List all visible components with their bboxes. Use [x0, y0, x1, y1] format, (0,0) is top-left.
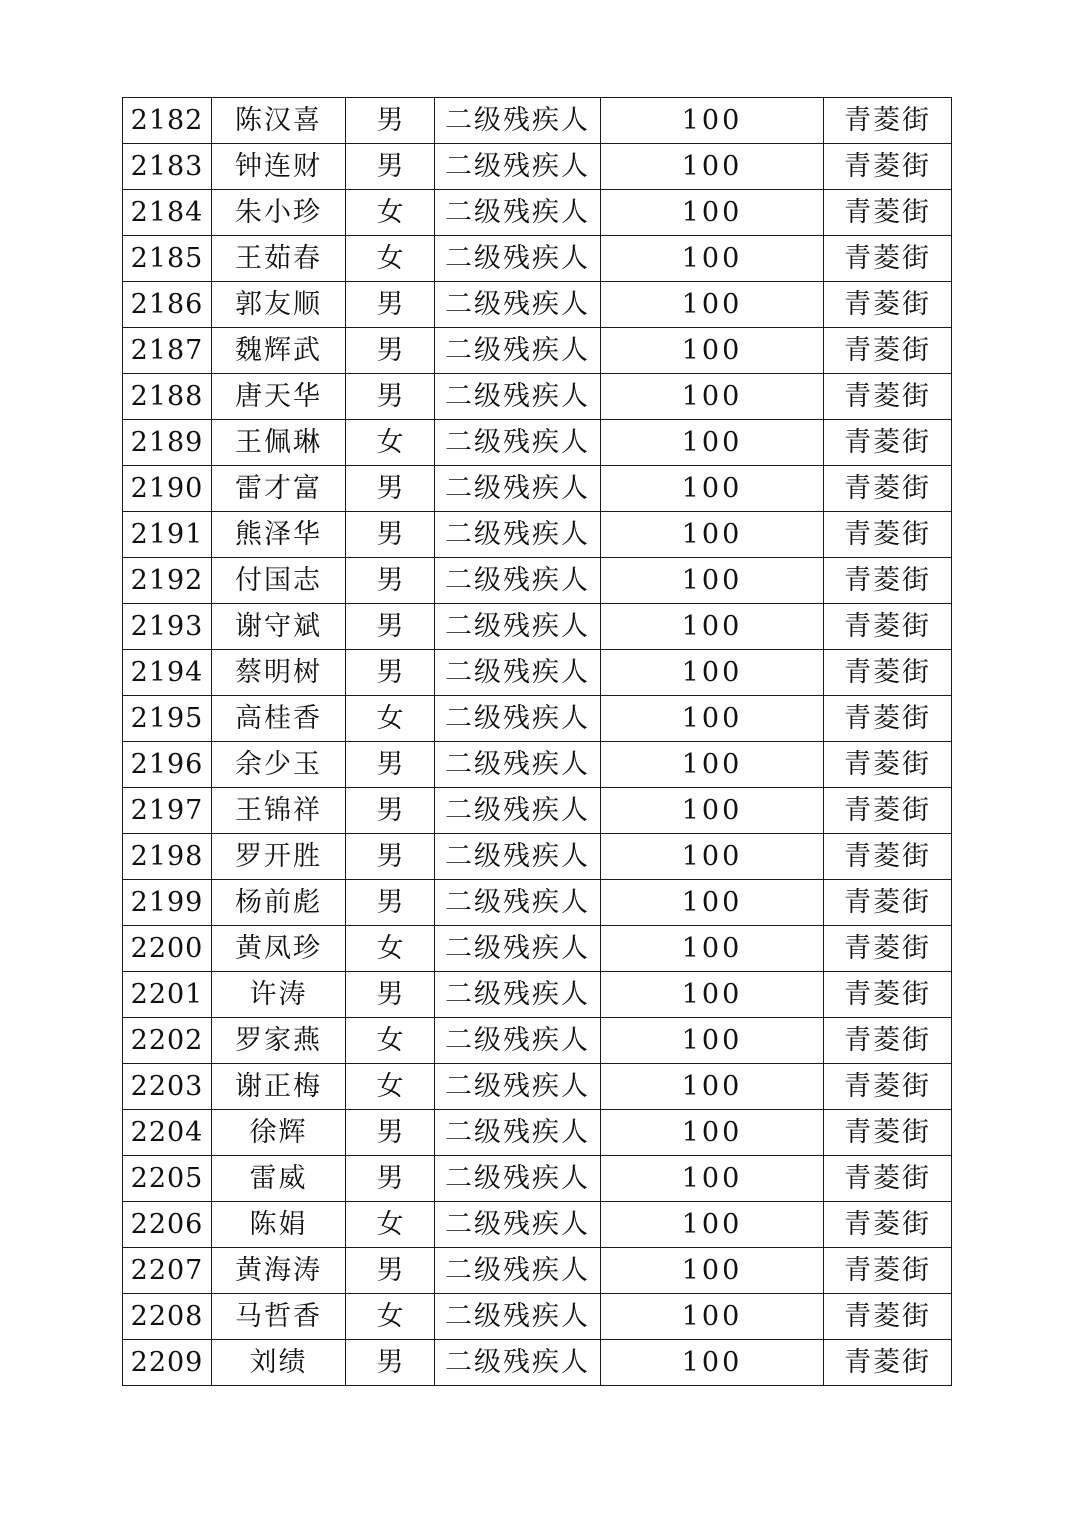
cell-category: 二级残疾人 [435, 512, 601, 558]
cell-gender: 男 [346, 972, 435, 1018]
table-row [123, 1064, 952, 1110]
cell-number: 2184 [123, 190, 212, 236]
cell-gender: 男 [346, 650, 435, 696]
cell-gender: 男 [346, 1110, 435, 1156]
cell-amount: 100 [601, 144, 824, 190]
cell-amount: 100 [601, 1110, 824, 1156]
cell-category: 二级残疾人 [435, 1202, 601, 1248]
cell-street: 青菱街 [824, 1156, 952, 1202]
cell-street: 青菱街 [824, 420, 952, 466]
cell-name: 陈汉喜 [212, 98, 346, 144]
cell-category: 二级残疾人 [435, 834, 601, 880]
cell-gender: 女 [346, 420, 435, 466]
cell-number: 2204 [123, 1110, 212, 1156]
table-row [123, 972, 952, 1018]
cell-category: 二级残疾人 [435, 236, 601, 282]
cell-amount: 100 [601, 98, 824, 144]
table-row [123, 1156, 952, 1202]
cell-gender: 女 [346, 1202, 435, 1248]
cell-amount: 100 [601, 190, 824, 236]
cell-street: 青菱街 [824, 282, 952, 328]
table-row [123, 328, 952, 374]
cell-number: 2194 [123, 650, 212, 696]
cell-street: 青菱街 [824, 604, 952, 650]
cell-category: 二级残疾人 [435, 696, 601, 742]
table-row [123, 834, 952, 880]
cell-amount: 100 [601, 834, 824, 880]
cell-amount: 100 [601, 558, 824, 604]
cell-gender: 男 [346, 328, 435, 374]
cell-amount: 100 [601, 236, 824, 282]
table-row [123, 926, 952, 972]
cell-amount: 100 [601, 742, 824, 788]
cell-name: 王茹春 [212, 236, 346, 282]
cell-street: 青菱街 [824, 742, 952, 788]
cell-category: 二级残疾人 [435, 926, 601, 972]
table-row [123, 742, 952, 788]
cell-gender: 女 [346, 190, 435, 236]
cell-gender: 男 [346, 466, 435, 512]
cell-category: 二级残疾人 [435, 880, 601, 926]
cell-name: 雷威 [212, 1156, 346, 1202]
table-row [123, 236, 952, 282]
cell-amount: 100 [601, 1202, 824, 1248]
cell-amount: 100 [601, 512, 824, 558]
cell-street: 青菱街 [824, 98, 952, 144]
cell-gender: 男 [346, 512, 435, 558]
cell-number: 2193 [123, 604, 212, 650]
cell-name: 熊泽华 [212, 512, 346, 558]
cell-number: 2198 [123, 834, 212, 880]
cell-name: 朱小珍 [212, 190, 346, 236]
cell-number: 2201 [123, 972, 212, 1018]
cell-street: 青菱街 [824, 1018, 952, 1064]
cell-gender: 男 [346, 1340, 435, 1386]
cell-number: 2187 [123, 328, 212, 374]
cell-category: 二级残疾人 [435, 466, 601, 512]
cell-name: 唐天华 [212, 374, 346, 420]
cell-street: 青菱街 [824, 1340, 952, 1386]
cell-gender: 男 [346, 880, 435, 926]
table-row [123, 880, 952, 926]
cell-gender: 男 [346, 558, 435, 604]
cell-gender: 男 [346, 834, 435, 880]
cell-street: 青菱街 [824, 236, 952, 282]
cell-number: 2195 [123, 696, 212, 742]
cell-amount: 100 [601, 328, 824, 374]
cell-category: 二级残疾人 [435, 190, 601, 236]
cell-gender: 男 [346, 1156, 435, 1202]
cell-number: 2203 [123, 1064, 212, 1110]
table-row [123, 420, 952, 466]
cell-name: 付国志 [212, 558, 346, 604]
cell-gender: 女 [346, 1294, 435, 1340]
cell-amount: 100 [601, 282, 824, 328]
cell-number: 2182 [123, 98, 212, 144]
cell-category: 二级残疾人 [435, 374, 601, 420]
cell-street: 青菱街 [824, 466, 952, 512]
cell-category: 二级残疾人 [435, 1340, 601, 1386]
cell-name: 王锦祥 [212, 788, 346, 834]
cell-number: 2192 [123, 558, 212, 604]
cell-gender: 女 [346, 1064, 435, 1110]
table-row [123, 1248, 952, 1294]
cell-name: 罗家燕 [212, 1018, 346, 1064]
cell-category: 二级残疾人 [435, 788, 601, 834]
cell-name: 高桂香 [212, 696, 346, 742]
cell-amount: 100 [601, 1294, 824, 1340]
cell-number: 2196 [123, 742, 212, 788]
cell-amount: 100 [601, 374, 824, 420]
cell-street: 青菱街 [824, 650, 952, 696]
table-row [123, 512, 952, 558]
cell-name: 黄凤珍 [212, 926, 346, 972]
table-row [123, 190, 952, 236]
cell-name: 许涛 [212, 972, 346, 1018]
cell-number: 2197 [123, 788, 212, 834]
cell-number: 2188 [123, 374, 212, 420]
cell-name: 余少玉 [212, 742, 346, 788]
cell-name: 杨前彪 [212, 880, 346, 926]
cell-gender: 男 [346, 788, 435, 834]
cell-number: 2202 [123, 1018, 212, 1064]
cell-category: 二级残疾人 [435, 1156, 601, 1202]
cell-number: 2209 [123, 1340, 212, 1386]
roster-table [122, 97, 952, 1386]
cell-name: 陈娟 [212, 1202, 346, 1248]
table-row [123, 374, 952, 420]
cell-amount: 100 [601, 926, 824, 972]
cell-gender: 男 [346, 98, 435, 144]
cell-amount: 100 [601, 466, 824, 512]
cell-name: 王佩琳 [212, 420, 346, 466]
cell-category: 二级残疾人 [435, 420, 601, 466]
cell-number: 2208 [123, 1294, 212, 1340]
cell-street: 青菱街 [824, 1110, 952, 1156]
cell-name: 雷才富 [212, 466, 346, 512]
cell-street: 青菱街 [824, 144, 952, 190]
cell-category: 二级残疾人 [435, 558, 601, 604]
cell-category: 二级残疾人 [435, 1294, 601, 1340]
cell-category: 二级残疾人 [435, 1110, 601, 1156]
cell-street: 青菱街 [824, 374, 952, 420]
cell-name: 徐辉 [212, 1110, 346, 1156]
cell-category: 二级残疾人 [435, 98, 601, 144]
cell-street: 青菱街 [824, 1202, 952, 1248]
roster-body [123, 98, 952, 1386]
cell-category: 二级残疾人 [435, 604, 601, 650]
cell-name: 刘绩 [212, 1340, 346, 1386]
cell-amount: 100 [601, 604, 824, 650]
table-row [123, 1340, 952, 1386]
cell-name: 魏辉武 [212, 328, 346, 374]
cell-name: 黄海涛 [212, 1248, 346, 1294]
cell-street: 青菱街 [824, 328, 952, 374]
cell-street: 青菱街 [824, 558, 952, 604]
cell-category: 二级残疾人 [435, 1248, 601, 1294]
cell-number: 2206 [123, 1202, 212, 1248]
cell-gender: 男 [346, 282, 435, 328]
cell-amount: 100 [601, 1156, 824, 1202]
cell-gender: 女 [346, 926, 435, 972]
cell-street: 青菱街 [824, 972, 952, 1018]
cell-number: 2190 [123, 466, 212, 512]
cell-number: 2205 [123, 1156, 212, 1202]
cell-amount: 100 [601, 788, 824, 834]
cell-category: 二级残疾人 [435, 1018, 601, 1064]
table-row [123, 558, 952, 604]
cell-street: 青菱街 [824, 788, 952, 834]
cell-amount: 100 [601, 1018, 824, 1064]
cell-street: 青菱街 [824, 512, 952, 558]
cell-number: 2186 [123, 282, 212, 328]
cell-category: 二级残疾人 [435, 972, 601, 1018]
cell-gender: 女 [346, 696, 435, 742]
table-row [123, 788, 952, 834]
cell-category: 二级残疾人 [435, 144, 601, 190]
cell-number: 2183 [123, 144, 212, 190]
table-row [123, 1202, 952, 1248]
cell-amount: 100 [601, 1064, 824, 1110]
cell-street: 青菱街 [824, 834, 952, 880]
cell-number: 2199 [123, 880, 212, 926]
cell-category: 二级残疾人 [435, 282, 601, 328]
cell-amount: 100 [601, 972, 824, 1018]
cell-name: 谢守斌 [212, 604, 346, 650]
cell-number: 2185 [123, 236, 212, 282]
cell-name: 罗开胜 [212, 834, 346, 880]
table-row [123, 1018, 952, 1064]
table-row [123, 282, 952, 328]
table-row [123, 1110, 952, 1156]
table-row [123, 696, 952, 742]
cell-street: 青菱街 [824, 926, 952, 972]
table-row [123, 650, 952, 696]
cell-category: 二级残疾人 [435, 742, 601, 788]
cell-amount: 100 [601, 880, 824, 926]
table-row [123, 1294, 952, 1340]
cell-amount: 100 [601, 1248, 824, 1294]
cell-number: 2189 [123, 420, 212, 466]
cell-gender: 男 [346, 144, 435, 190]
cell-amount: 100 [601, 1340, 824, 1386]
table-row [123, 144, 952, 190]
table-row [123, 604, 952, 650]
cell-name: 钟连财 [212, 144, 346, 190]
cell-gender: 女 [346, 236, 435, 282]
cell-gender: 男 [346, 1248, 435, 1294]
cell-amount: 100 [601, 696, 824, 742]
cell-category: 二级残疾人 [435, 1064, 601, 1110]
cell-street: 青菱街 [824, 1064, 952, 1110]
cell-amount: 100 [601, 420, 824, 466]
cell-number: 2200 [123, 926, 212, 972]
cell-street: 青菱街 [824, 1248, 952, 1294]
cell-amount: 100 [601, 650, 824, 696]
cell-gender: 男 [346, 742, 435, 788]
cell-name: 郭友顺 [212, 282, 346, 328]
cell-street: 青菱街 [824, 696, 952, 742]
cell-street: 青菱街 [824, 1294, 952, 1340]
cell-name: 蔡明树 [212, 650, 346, 696]
cell-category: 二级残疾人 [435, 650, 601, 696]
cell-gender: 男 [346, 374, 435, 420]
cell-name: 马哲香 [212, 1294, 346, 1340]
cell-number: 2207 [123, 1248, 212, 1294]
table-row [123, 98, 952, 144]
cell-gender: 女 [346, 1018, 435, 1064]
cell-category: 二级残疾人 [435, 328, 601, 374]
cell-street: 青菱街 [824, 880, 952, 926]
cell-number: 2191 [123, 512, 212, 558]
cell-street: 青菱街 [824, 190, 952, 236]
cell-gender: 男 [346, 604, 435, 650]
table-row [123, 466, 952, 512]
cell-name: 谢正梅 [212, 1064, 346, 1110]
